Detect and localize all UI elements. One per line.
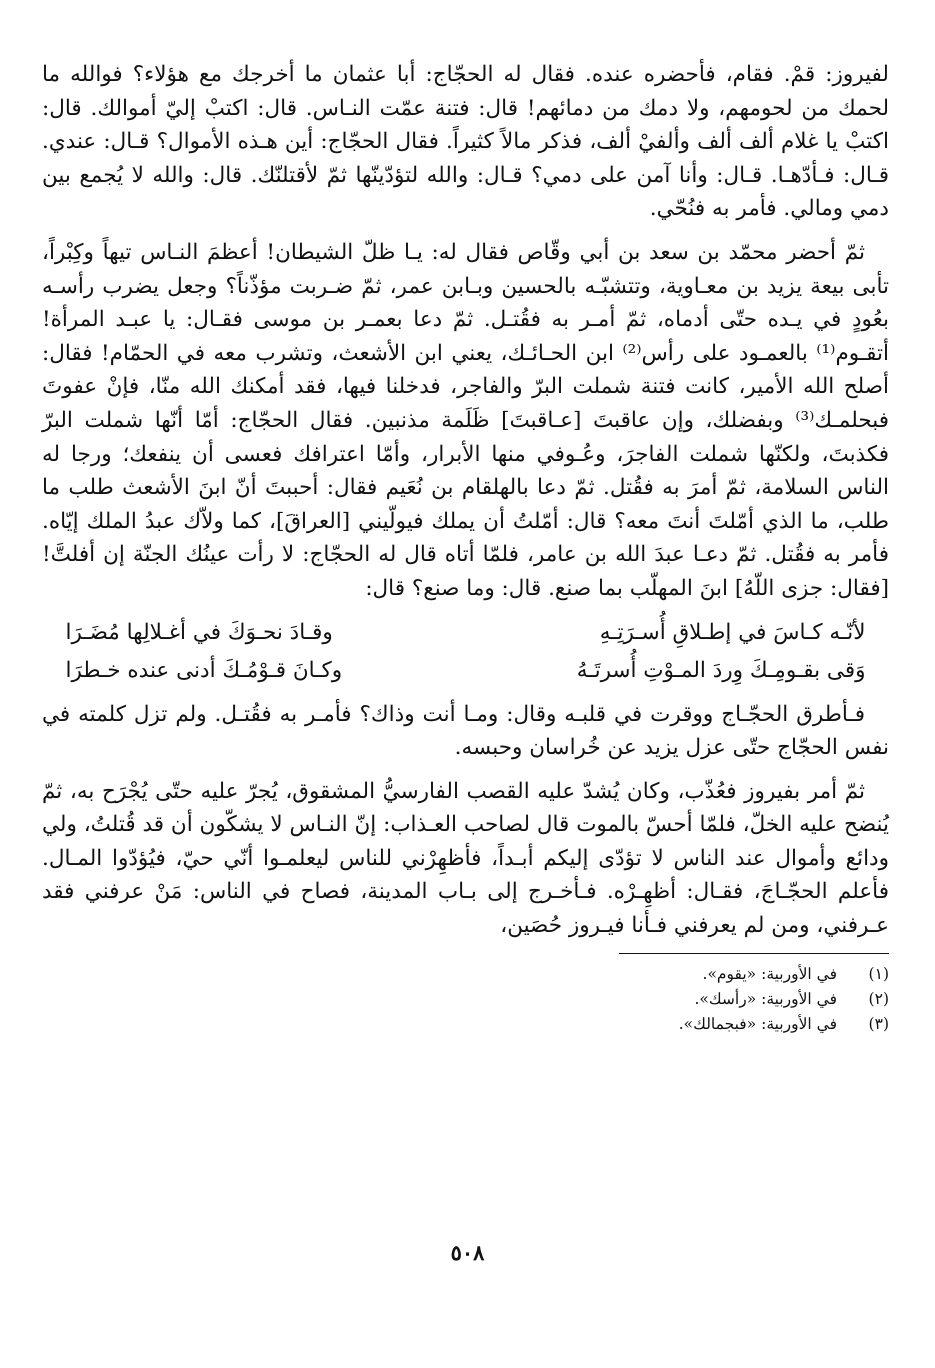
poem-line-2 <box>66 652 866 690</box>
footnote-item <box>42 987 889 1012</box>
footnote-number: (٣) <box>868 1014 889 1033</box>
paragraph-1: لفيروز: قمْ. فقام، فأحضره عنده. فقال له الحجّاج: أبا عثمان ما أخرجك مع هؤلاء؟ فوالله ما لحمك من لحومهم، ولا دمك من دمائهم! قال: فتنة عمّت النـاس. قال: اكتبْ إليّ أموالك. قال: اكتبْ يا غلام ألف ألف وألفيْ ألف، فذكر مالاً كثيراً. فقال الحجّاج: أين هـذه الأموال؟ قـال: عندي. قـال: فـأدّهـا. قـال: وأنا آمن على دمي؟ قـال: والله لتؤدّينّها ثمّ لأقتلنّك. قال: والله لا يُجمع بين دمي ومالي. فأمر به فنُحّي. <box>42 62 889 222</box>
hemistich-left: وقـادَ نحـوَكَ في أغـلالِها مُضَـرَا <box>65 619 333 645</box>
footnote-number: (١) <box>868 964 889 983</box>
footnote-divider <box>619 953 889 954</box>
paragraph-4: ثمّ أمر بفيروز فعُذّب، وكان يُشدّ عليه القصب الفارسيُّ المشقوق، يُجرّ عليه حتّى يُجْرَح به، ثمّ يُنضح عليه الخلّ، فلمّا أحسّ بالموت قال لصاحب العـذاب: إنّ النـاس لا يشكّون أن قد قُتلتُ، ولي ودائع وأموال عند الناس لا تؤدّى إليكم أبـداً، فأظهِرْني للناس ليعلمـوا أنّي حيّ، فيُؤدّوا المـال. فأعلم الحجّـاجَ، فقـال: أظهِـرْه. فـأخـرج إلى بـاب المدينة، فصاح في الناس: مَنْ عرفني فقد عـرفني، ومن لم يعرفني فـأنا فيـروز حُصَين، <box>42 778 889 939</box>
page-number: ٥٠٨ <box>450 1240 485 1265</box>
poem <box>66 614 866 690</box>
hemistich-right: لأنّـه كـاسَ في إطـلاقِ أُسـرَتِـهِ <box>599 619 866 645</box>
hemistich-right: وَقى بقـومِـكَ وِردَ المـوْتِ أُسرتَـهُ <box>576 657 866 683</box>
footnotes <box>42 962 889 1037</box>
paragraph-3: فـأطرق الحجّـاج ووقرت في قلبـه وقال: ومـا أنت وذاك؟ فأمـر به فقُتـل. ولم تزل كلمته في نفس الحجّاج حتّى عزل يزيد عن خُراسان وحبسه. <box>42 701 889 761</box>
footnote-text: في الأوربية: «فبجمالك». <box>678 1014 837 1033</box>
footnote-item <box>42 1012 889 1037</box>
main-text <box>42 58 889 606</box>
footnote-number: (٢) <box>868 989 889 1008</box>
paragraph-2: ثمّ أحضر محمّد بن سعد بن أبي وقّاص فقال له: يـا ظلّ الشيطان! أعظمَ النـاس تيهاً وكِبْراً، تأبى بيعة يزيد بن معـاوية، وتتشبّـه بالحسين وبـابن عمر، ثمّ ضـربت مؤذّناً؟ وجعل يضرب رأسـه بعُودٍ في يـده حتّى أدماه، ثمّ أمـر به فقُتـل. ثمّ دعا بعمـر بن موسى فقـال: يا عبـد المرأة! أتقـوم⁽¹⁾ بالعمـود على رأس⁽²⁾ ابن الحـائـك، يعني ابن الأشعث، وتشرب معه في الحمّام! فقال: أصلح الله الأمير، كانت فتنة شملت البرّ والفاجر، فدخلنا فيها، فقد أمكنك الله منّا، فإنْ عفوتَ فبحلمـك⁽³⁾ وبفضلك، وإن عاقبتَ [عـاقبتَ] ظَلَمة مذنبين. فقال الحجّاج: أمّا أنّها شملت البرّ فكذبتَ، ولكنّها شملت الفاجرَ، وعُـوفي منها الأبرار، وأمّا اعترافك فعسى أن ينفعك؛ ورجا له الناس السلامة، ثمّ أمرَ به فقُتل. ثمّ دعا بالهلقام بن نُعَيم فقال: أحببتَ أنّ ابنَ الأشعث طلب ما طلب، ما الذي أمّلتَ أنتَ معه؟ قال: أمّلتُ أن يملك فيولّيني [العراقَ]، كما ولاّك عبدُ الملك إيّاه. فأمر به فقُتل. ثمّ دعـا عبدَ الله بن عامر، فلمّا أتاه قال له الحجّاج: لا رأت عينُك الجنّة إن أفلتَّ! [فقال: جزى اللّهُ] ابنَ المهلّب بما صنع. قال: وما صنع؟ قال: <box>42 239 890 601</box>
footnote-text: في الأوربية: «يقوم». <box>702 964 837 983</box>
footnote-text: في الأوربية: «رأسك». <box>694 989 837 1008</box>
hemistich-left: وكـانَ قـوْمُـكَ أدنى عنده خـطرَا <box>65 657 343 683</box>
poem-line-1 <box>66 614 866 652</box>
footnote-item <box>42 962 889 987</box>
main-text-continued <box>42 698 889 943</box>
